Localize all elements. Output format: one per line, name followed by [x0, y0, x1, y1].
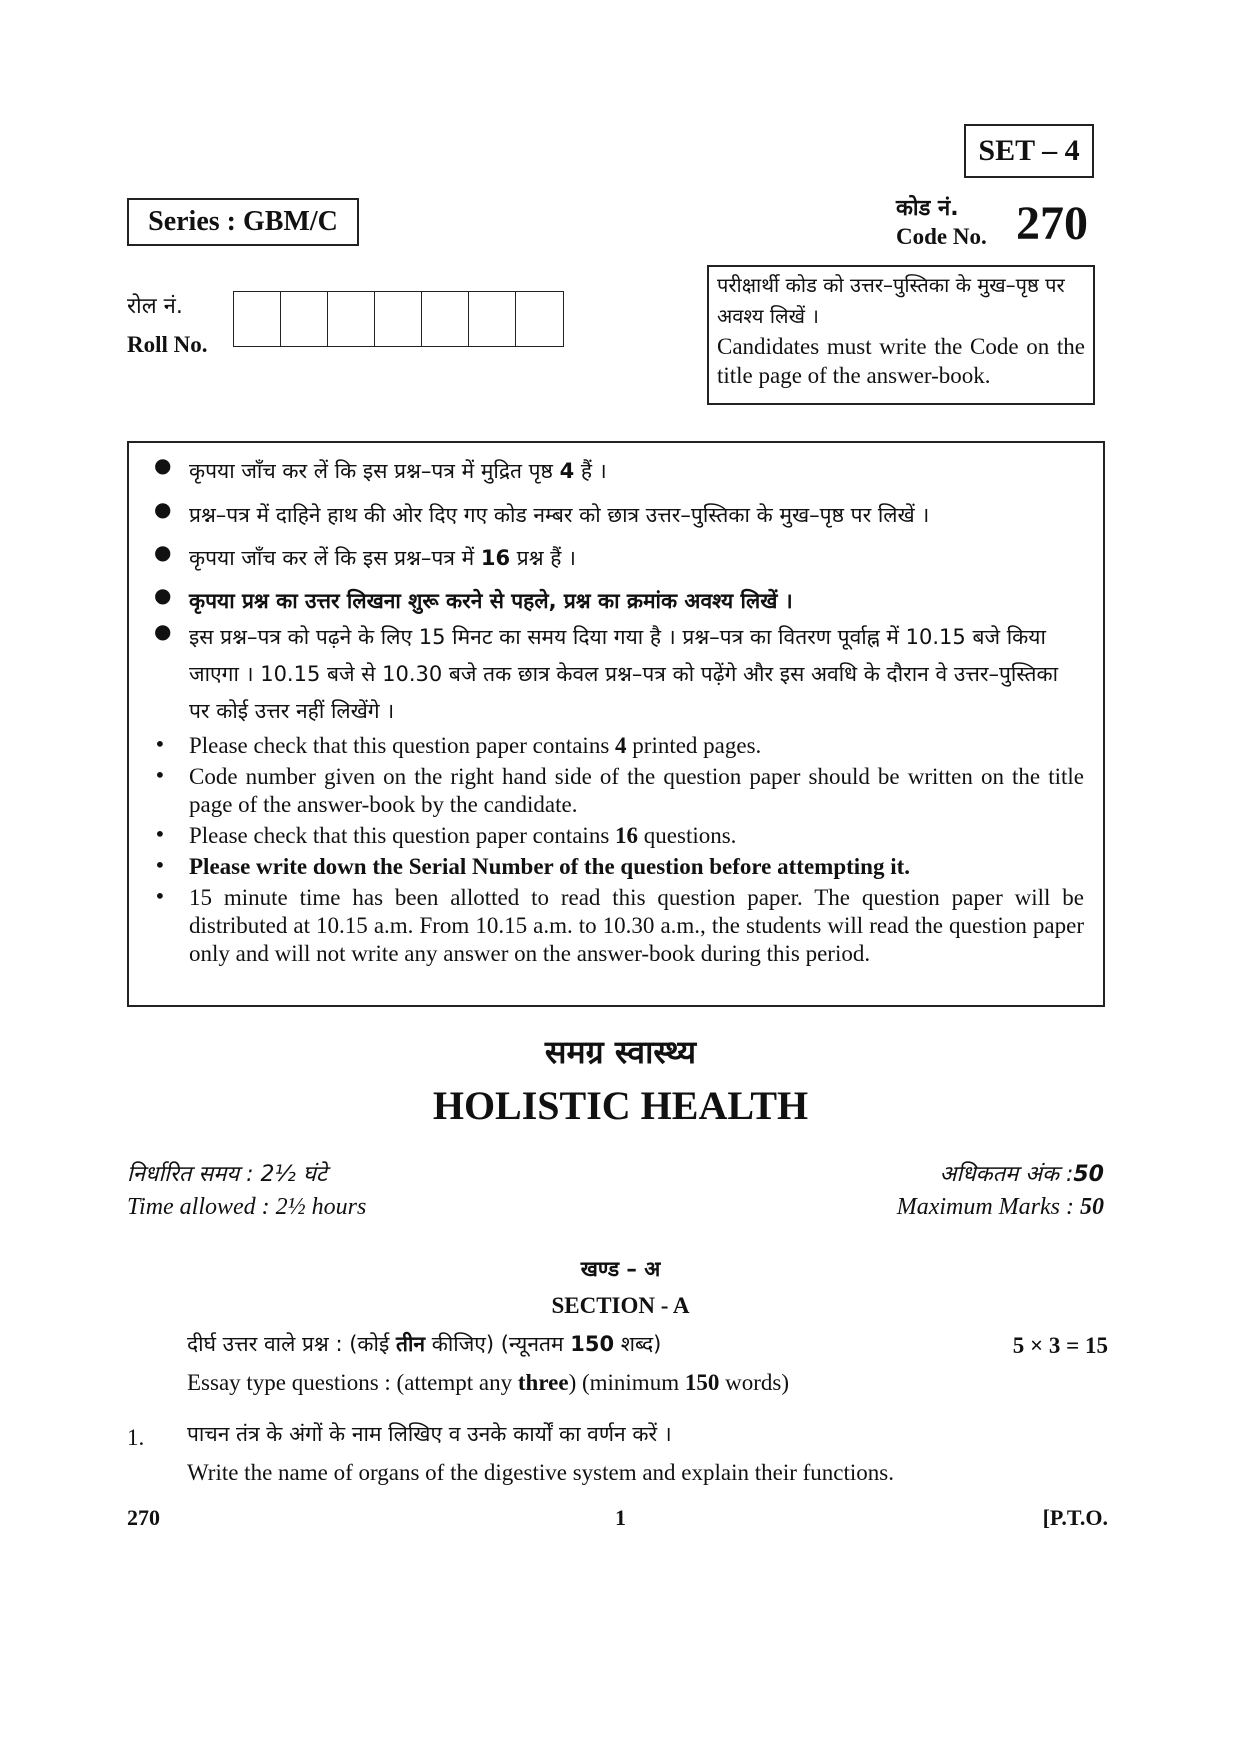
footer-code: 270	[127, 1505, 160, 1530]
max-marks-english: Maximum Marks : 50	[896, 1194, 1104, 1220]
subject-title-hindi: समग्र स्वास्थ्य	[544, 1033, 697, 1071]
footer-page-number: 1	[615, 1505, 626, 1530]
bullet-icon: ●	[154, 583, 172, 607]
time-allowed-hindi: निर्धारित समय : 2½ घंटे	[127, 1162, 327, 1187]
bullet-icon: •	[154, 763, 166, 787]
bullet-icon: ●	[154, 453, 172, 477]
code-note-english: Candidates must write the Code on the title page of the answer-book.	[717, 334, 1085, 388]
bullet-icon: •	[154, 853, 166, 877]
question-text-hindi: पाचन तंत्र के अंगों के नाम लिखिए व उनके कार्यों का वर्णन करें ।	[187, 1422, 672, 1446]
roll-digit-box[interactable]	[328, 292, 375, 346]
bullet-icon: •	[154, 884, 166, 908]
roll-label-english: Roll No.	[127, 332, 208, 357]
bullet-icon: •	[154, 732, 166, 756]
time-allowed-english: Time allowed : 2½ hours	[127, 1194, 367, 1220]
roll-digit-box[interactable]	[422, 292, 469, 346]
code-note-hindi: परीक्षार्थी कोड को उत्तर–पुस्तिका के मुख–पृष्ठ पर अवश्य लिखें ।	[717, 273, 1065, 328]
section-instruction-english: Essay type questions : (attempt any three) (minimum 150 words)	[187, 1370, 789, 1395]
roll-digit-box[interactable]	[281, 292, 328, 346]
bullet-icon: ●	[154, 619, 172, 643]
roll-digit-box[interactable]	[516, 292, 563, 346]
subject-title-english: HOLISTIC HEALTH	[432, 1083, 809, 1128]
roll-label-hindi: रोल नं.	[127, 294, 183, 319]
set-label: SET – 4	[964, 124, 1094, 178]
code-note-box	[707, 265, 1095, 405]
instructions-box: ● कृपया जाँच कर लें कि इस प्रश्न–पत्र में मुद्रित पृष्ठ 4 हैं । ● प्रश्न–पत्र में दाहिने हाथ की ओर दिए गए कोड नम्बर को छात्र उत्तर–पुस्तिका के मुख–पृष्ठ पर लिखें । ● कृपया जाँच कर लें कि इस प्रश्न–पत्र में 16 प्रश्न हैं । ● कृपया प्रश्न का उत्तर लिखना शुरू करने से पहले, प्रश्न का क्रमांक अवश्य लिखें । ● इस प्रश्न–पत्र को पढ़ने के लिए 15 मिनट का समय दिया गया है । प्रश्न–पत्र का वितरण पूर्वाह्न में 10.15 बजे किया जाएगा । 10.15 बजे से 10.30 बजे तक छात्र केवल प्रश्न–पत्र को पढ़ेंगे और इस अवधि के दौरान वे उत्तर–पुस्तिका पर कोई उत्तर नहीं लिखेंगे । • Please check that this question paper contains 4 printed pages. • Code number given on the right hand side of the question paper should be written on the title page of the answer-book by the candidate. • Please check that this question paper contains 16 questions. • Please write down the Serial Number of the question before attempting it. • 15 minute time has been allotted to read this question paper. The question paper will be distributed at 10.15 a.m. From 10.15 a.m. to 10.30 a.m., the students will read the question paper only and will not write any answer on the answer-book during this period.	[127, 441, 1105, 1007]
question-text-english: Write the name of organs of the digestive system and explain their functions.	[187, 1460, 894, 1485]
code-label-english: Code No.	[896, 224, 987, 249]
series-label: Series : GBM/C	[127, 198, 359, 246]
section-instruction-hindi: दीर्घ उत्तर वाले प्रश्न : (कोई तीन कीजिए) (न्यूनतम 150 शब्द)	[187, 1332, 662, 1356]
roll-digit-box[interactable]	[469, 292, 516, 346]
section-title-english: SECTION - A	[551, 1293, 690, 1318]
question-number: 1.	[127, 1425, 145, 1450]
section-title-hindi: खण्ड – अ	[580, 1257, 661, 1281]
code-label-hindi: कोड नं.	[896, 196, 959, 221]
roll-number-boxes	[233, 291, 564, 347]
roll-digit-box[interactable]	[234, 292, 281, 346]
code-number: 270	[1016, 197, 1088, 250]
bullet-icon: •	[154, 822, 166, 846]
footer-pto: [P.T.O.	[1042, 1505, 1108, 1530]
section-score: 5 × 3 = 15	[1012, 1333, 1108, 1358]
bullet-icon: ●	[154, 497, 172, 521]
max-marks-hindi: अधिकतम अंक :50	[939, 1162, 1104, 1187]
bullet-icon: ●	[154, 540, 172, 564]
roll-digit-box[interactable]	[375, 292, 422, 346]
